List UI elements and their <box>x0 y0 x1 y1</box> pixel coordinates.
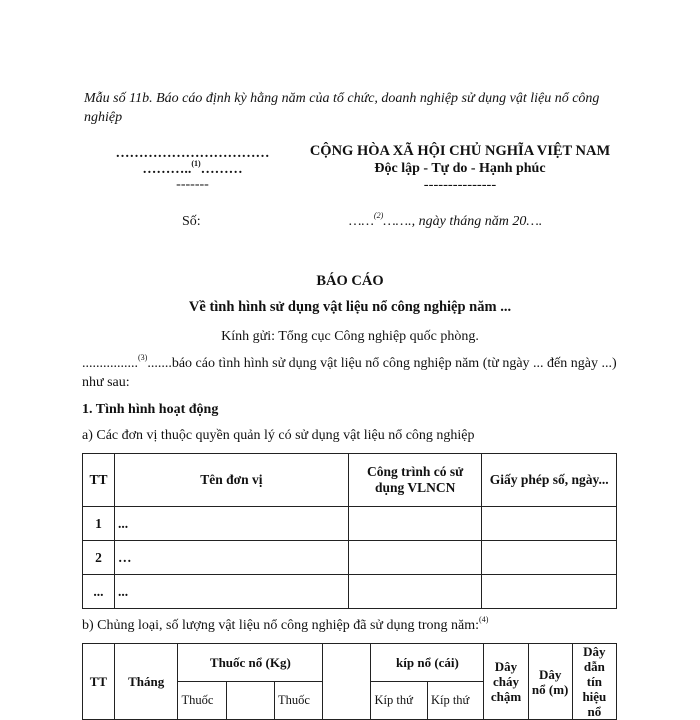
intro-prefix: ................ <box>82 356 138 371</box>
col-header-empty <box>323 644 371 720</box>
unit-name-cell: … <box>114 541 348 575</box>
item-b-text <box>82 616 488 635</box>
subheader-detonator-1: Kíp thứ <box>371 682 427 720</box>
col-header-signal-wire: Dây dẫn tín hiệu nổ <box>572 644 616 720</box>
subheader-explosive-empty <box>226 682 274 720</box>
org-divider: ------- <box>176 177 209 192</box>
report-subheading: Về tình hình sử dụng vật liệu nổ công nghiệp năm ... <box>188 299 512 315</box>
col-header-tt: TT <box>83 644 115 720</box>
table-row <box>83 541 617 575</box>
units-table <box>82 453 617 609</box>
col-header-project: Công trình có sử dụng VLNCN <box>348 454 482 507</box>
project-cell <box>348 575 482 609</box>
col-header-license: Giấy phép số, ngày... <box>482 454 617 507</box>
recipient-line: Kính gửi: Tổng cục Công nghiệp quốc phòng. <box>221 329 479 344</box>
license-cell <box>482 507 617 541</box>
license-cell <box>482 541 617 575</box>
motto-divider: --------------- <box>423 177 497 193</box>
license-cell <box>482 575 617 609</box>
footnote-ref-3: (3) <box>138 353 148 363</box>
org-sub-dots-a: ……….. <box>142 162 192 177</box>
subheader-detonator-2: Kíp thứ <box>427 682 483 720</box>
subheader-explosive-2: Thuốc <box>274 682 322 720</box>
row-number: 2 <box>83 541 115 575</box>
project-cell <box>348 541 482 575</box>
col-header-tt: TT <box>83 454 115 507</box>
usage-table <box>82 643 617 720</box>
unit-name-cell: ... <box>114 507 348 541</box>
unit-name-cell: ... <box>114 575 348 609</box>
col-header-det-cord: Dây nổ (m) <box>528 644 572 720</box>
form-title: Mẫu số 11b. Báo cáo định kỳ hằng năm của tổ chức, doanh nghiệp sử dụng vật liệu nổ công nghiệp <box>84 91 600 125</box>
table-row <box>83 507 617 541</box>
org-sub-dots-b: ……… <box>200 162 243 177</box>
col-header-explosive: Thuốc nổ (Kg) <box>178 644 323 682</box>
col-header-detonator: kíp nổ (cái) <box>371 644 484 682</box>
intro-paragraph <box>82 354 622 392</box>
item-a-text: a) Các đơn vị thuộc quyền quản lý có sử dụng vật liệu nổ công nghiệp <box>82 428 475 443</box>
date-rest: ……., ngày tháng năm 20…. <box>383 214 543 229</box>
country-name: CỘNG HÒA XÃ HỘI CHỦ NGHĨA VIỆT NAM <box>309 143 611 159</box>
document-number-label: Số: <box>182 214 201 229</box>
report-heading: BÁO CÁO <box>316 273 384 289</box>
footnote-ref-2: (2) <box>373 211 384 221</box>
footnote-ref-4: (4) <box>479 615 489 625</box>
project-cell <box>348 507 482 541</box>
col-header-month: Tháng <box>114 644 178 720</box>
org-name-line: …………………………… <box>115 146 270 161</box>
col-header-slow-fuse: Dây cháy chậm <box>484 644 528 720</box>
date-prefix: …… <box>349 214 374 229</box>
subheader-explosive-1: Thuốc <box>178 682 226 720</box>
national-motto: Độc lập - Tự do - Hạnh phúc <box>374 161 546 176</box>
row-number: 1 <box>83 507 115 541</box>
section-1-heading: 1. Tình hình hoạt động <box>82 402 219 417</box>
col-header-unit-name: Tên đơn vị <box>114 454 348 507</box>
intro-text: .......báo cáo tình hình sử dụng vật liệu nổ công nghiệp năm (từ ngày ... đến ngày ...) như sau: <box>82 356 617 390</box>
table-row <box>83 575 617 609</box>
footnote-ref-1: (1) <box>191 159 201 169</box>
item-b-label: b) Chủng loại, số lượng vật liệu nổ công nghiệp đã sử dụng trong năm: <box>82 618 480 633</box>
date-line <box>349 212 542 231</box>
usage-table-header-row <box>83 644 617 682</box>
row-number: ... <box>83 575 115 609</box>
units-table-header-row <box>83 454 617 507</box>
